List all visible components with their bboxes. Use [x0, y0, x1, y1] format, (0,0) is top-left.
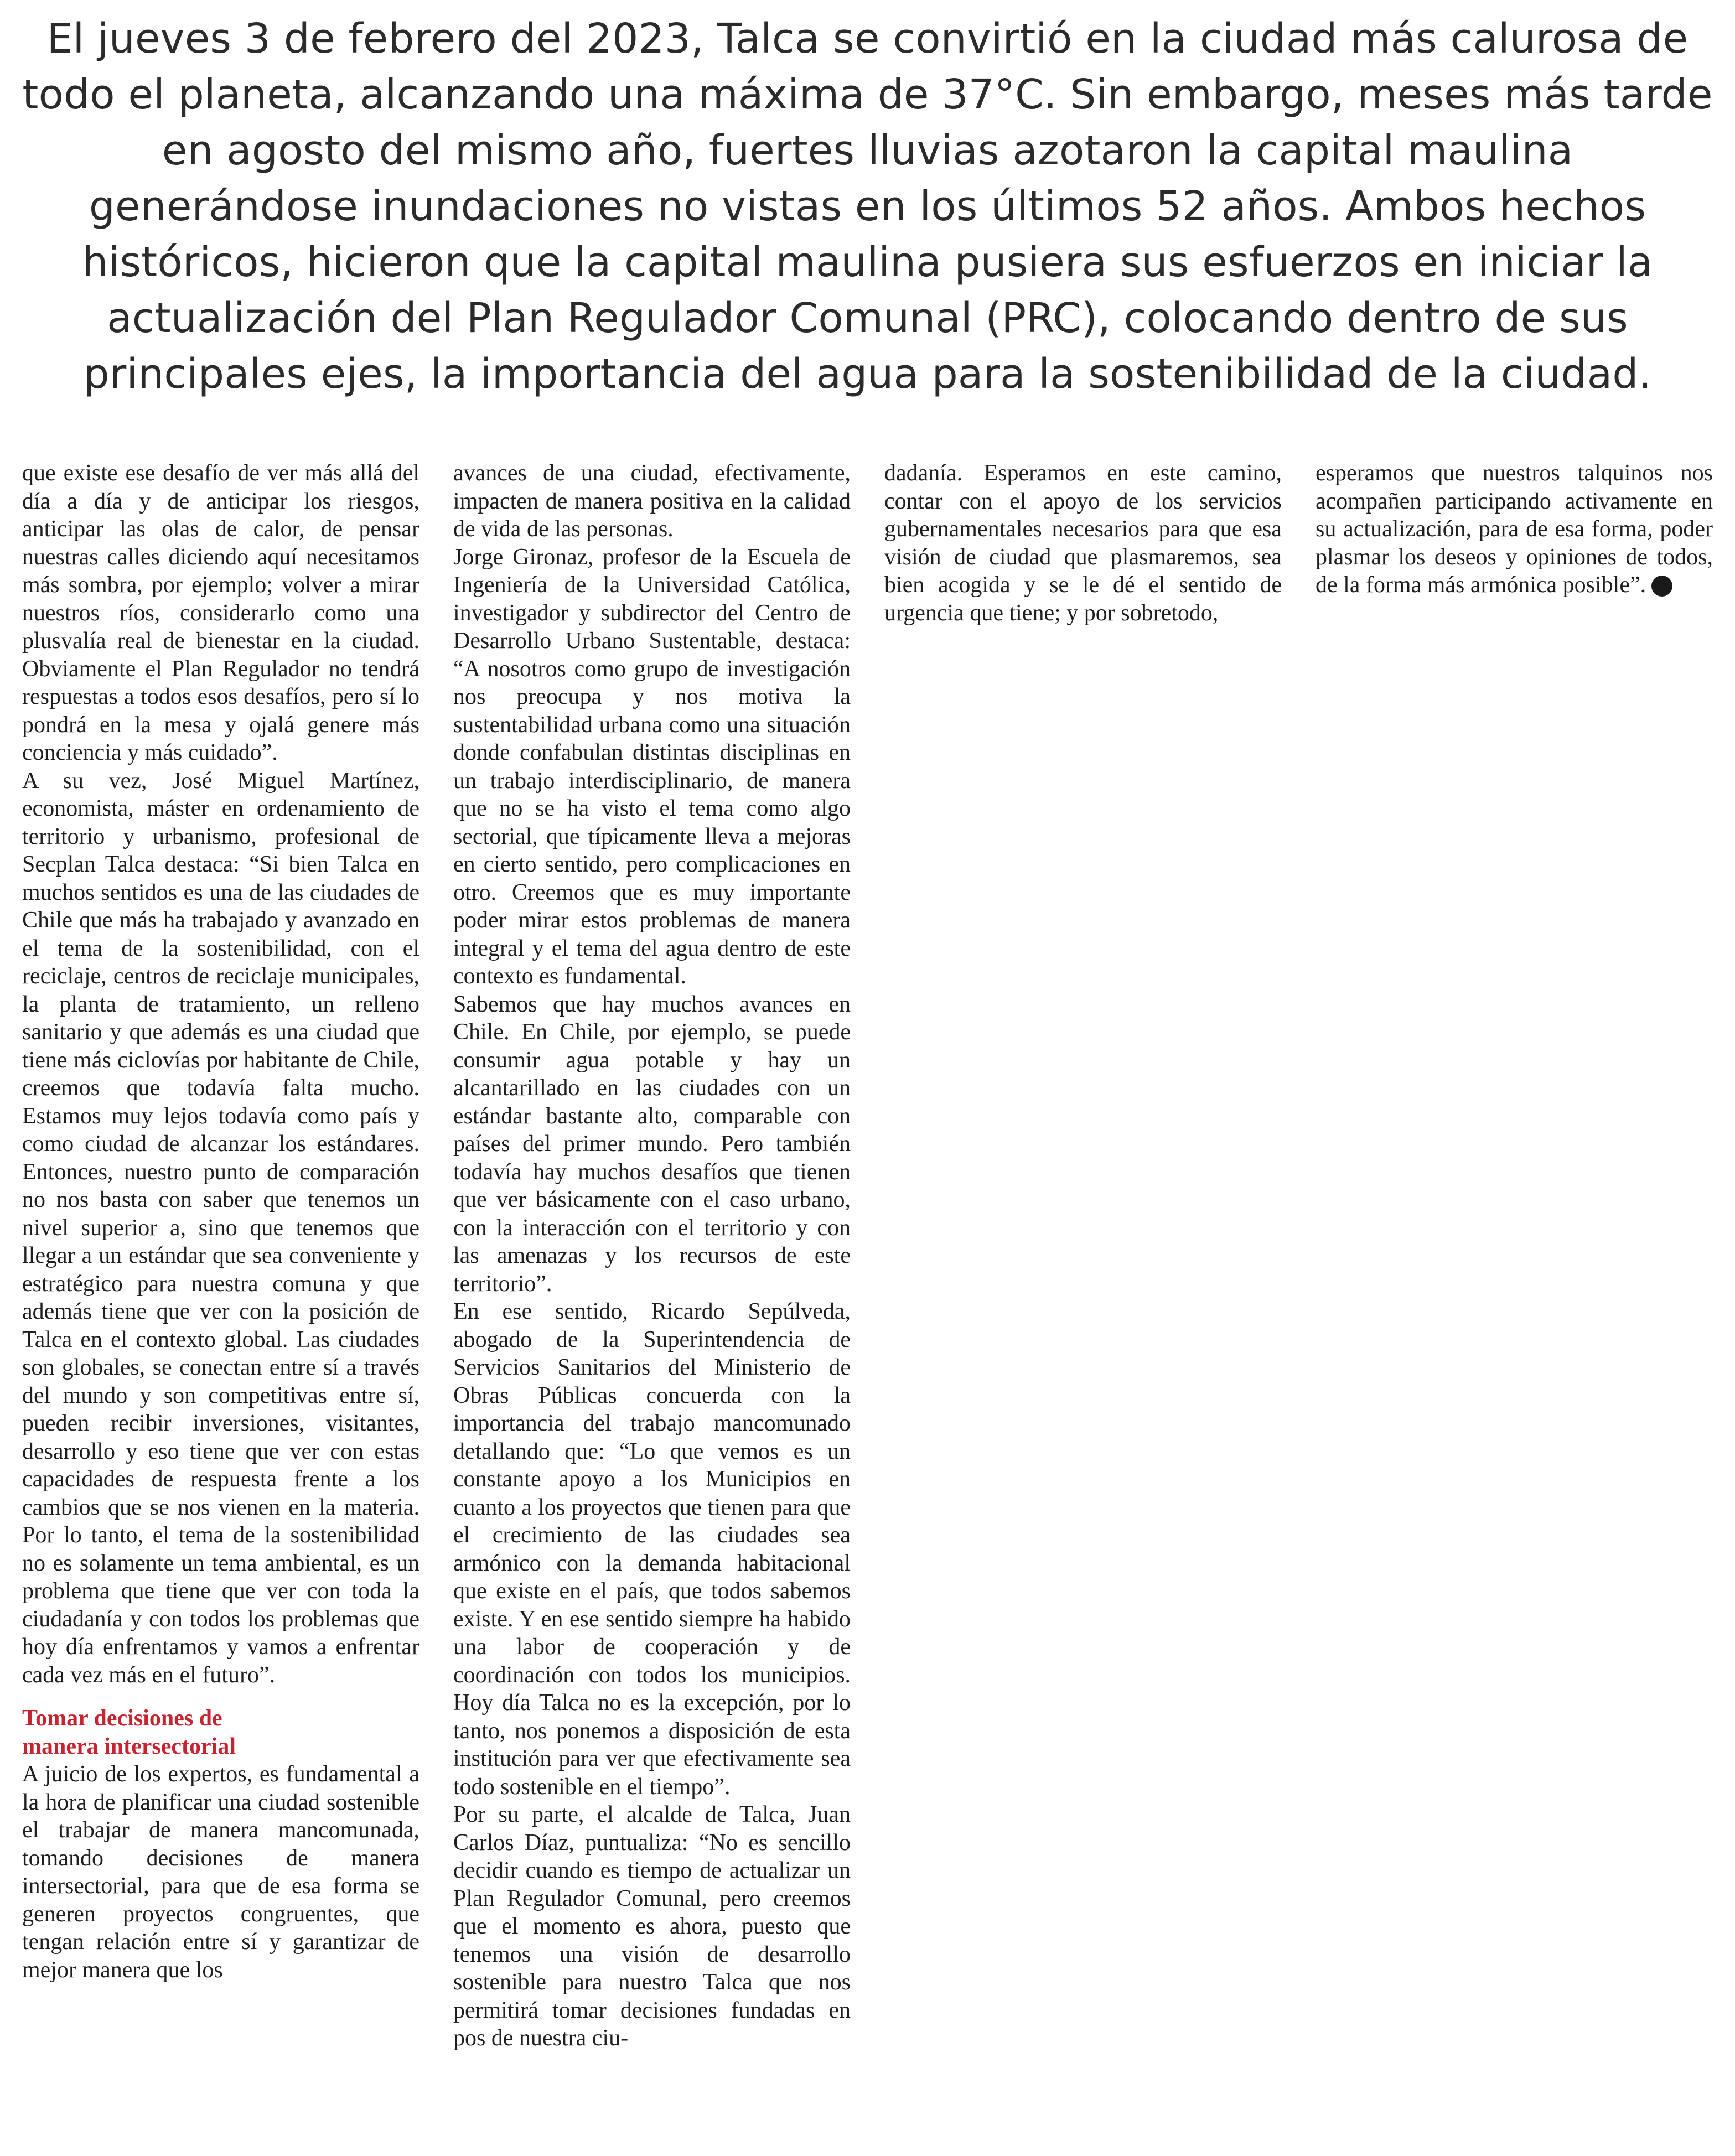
paragraph: A juicio de los expertos, es fundamental a la hora de planificar una ciudad sostenible el trabajar de manera mancomunada, tomando decisiones de manera intersectorial, para que de esa forma se generen proyectos congruentes, que tengan relación entre sí y garantizar de mejor manera que los [22, 1761, 419, 1983]
paragraph: Jorge Gironaz, profesor de la Escuela de Ingeniería de la Universidad Católica, investigador y subdirector del Centro de Desarrollo Urbano Sustentable, destaca: “A nosotros como grupo de investigación nos preocupa y nos motiva la sustentabilidad urbana como una situación donde confabulan distintas disciplinas en un trabajo interdisciplinario, de manera que no se ha visto el tema como algo sectorial, que típicamente lleva a mejoras en cierto sentido, pero complicaciones en otro. Creemos que es muy importante poder mirar estos problemas de manera integral y el tema del agua dentro de este contexto es fundamental. [453, 544, 851, 989]
paragraph-text: esperamos que nuestros talquinos nos acompañen participando activamente en su actualización, para de esa forma, poder plasmar los deseos y opiniones de todos, de la forma más armónica posible”. [1316, 460, 1713, 598]
text-column-1 [22, 459, 419, 2142]
article-lede: El jueves 3 de febrero del 2023, Talca se convirtió en la ciudad más calurosa de todo el planeta, alcanzando una máxima de 37°C. Sin embargo, meses más tarde en agosto del mismo año, fuertes lluvias azotaron la capital maulina generándose inundaciones no vistas en los últimos 52 años. Ambos hechos históricos, hicieron que la capital maulina pusiera sus esfuerzos en iniciar la actualización del Plan Regulador Comunal (PRC), colocando dentro de sus principales ejes, la importancia del agua para la sostenibilidad de la ciudad. [22, 15, 1713, 398]
paragraph: En ese sentido, Ricardo Sepúlveda, abogado de la Superintendencia de Servicios Sanitarios del Ministerio de Obras Públicas concuerda con la importancia del trabajo mancomunado detallando que: “Lo que vemos es un constante apoyo a los Municipios en cuanto a los proyectos que tienen para que el crecimiento de las ciudades sea armónico con la demanda habitacional que existe en el país, que todos sabemos existe. Y en ese sentido siempre ha habido una labor de cooperación y de coordinación con todos los municipios. Hoy día Talca no es la excepción, por lo tanto, nos ponemos a disposición de esta institución para ver que efectivamente sea todo sostenible en el tiempo”. [453, 1299, 851, 1800]
paragraph: Por su parte, el alcalde de Talca, Juan Carlos Díaz, puntualiza: “No es sencillo decidir cuando es tiempo de actualizar un Plan Regulador Comunal, pero creemos que el momento es ahora, puesto que tenemos una visión de desarrollo sostenible para nuestro Talca que nos permitirá tomar decisiones fundadas en pos de nuestra ciu- [453, 1802, 851, 2051]
text-column-3 [884, 459, 1282, 2142]
section-subheading: Tomar decisiones de manera intersectorial [22, 1706, 236, 1759]
paragraph: dadanía. Esperamos en este camino, contar con el apoyo de los servicios gubernamentales necesarios para que esa visión de ciudad que plasmaremos, sea bien acogida y se le dé el sentido de urgencia que tiene; y por sobretodo, [884, 460, 1282, 626]
end-of-article-icon [1651, 576, 1672, 597]
paragraph-final [1316, 459, 1713, 599]
paragraph: avances de una ciudad, efectivamente, impacten de manera positiva en la calidad de vida de las personas. [453, 460, 851, 542]
paragraph: que existe ese desafío de ver más allá del día a día y de anticipar los riesgos, anticipar las olas de calor, de pensar nuestras calles diciendo aquí necesitamos más sombra, por ejemplo; volver a mirar nuestros ríos, considerarlo como una plusvalía real de bienestar en la ciudad. Obviamente el Plan Regulador no tendrá respuestas a todos esos desafíos, pero sí lo pondrá en la mesa y ojalá genere más conciencia y más cuidado”. [22, 460, 419, 765]
text-column-4 [1316, 459, 1713, 2142]
paragraph: A su vez, José Miguel Martínez, economista, máster en ordenamiento de territorio y urbanismo, profesional de Secplan Talca destaca: “Si bien Talca en muchos sentidos es una de las ciudades de Chile que más ha trabajado y avanzado en el tema de la sostenibilidad, con el reciclaje, centros de reciclaje municipales, la planta de tratamiento, un relleno sanitario y que además es una ciudad que tiene más ciclovías por habitante de Chile, creemos que todavía falta mucho. Estamos muy lejos todavía como país y como ciudad de alcanzar los estándares. Entonces, nuestro punto de comparación no nos basta con saber que tenemos un nivel superior a, sino que tenemos que llegar a un estándar que sea conveniente y estratégico para nuestra comuna y que además tiene que ver con la posición de Talca en el contexto global. Las ciudades son globales, se conectan entre sí a través del mundo y son competitivas entre sí, pueden recibir inversiones, visitantes, desarrollo y eso tiene que ver con estas capacidades de respuesta frente a los cambios que se nos vienen en la materia. Por lo tanto, el tema de la sostenibilidad no es solamente un tema ambiental, es un problema que tiene que ver con toda la ciudadanía y con todos los problemas que hoy día enfrentamos y vamos a enfrentar cada vez más en el futuro”. [22, 768, 419, 1688]
paragraph: Sabemos que hay muchos avances en Chile. En Chile, por ejemplo, se puede consumir agua potable y hay un alcantarillado en las ciudades con un estándar bastante alto, comparable con países del primer mundo. Pero también todavía hay muchos desafíos que tienen que ver básicamente con el caso urbano, con la interacción con el territorio y con las amenazas y los recursos de este territorio”. [453, 991, 851, 1297]
text-column-2 [453, 459, 851, 2142]
article-body [22, 459, 1713, 2142]
